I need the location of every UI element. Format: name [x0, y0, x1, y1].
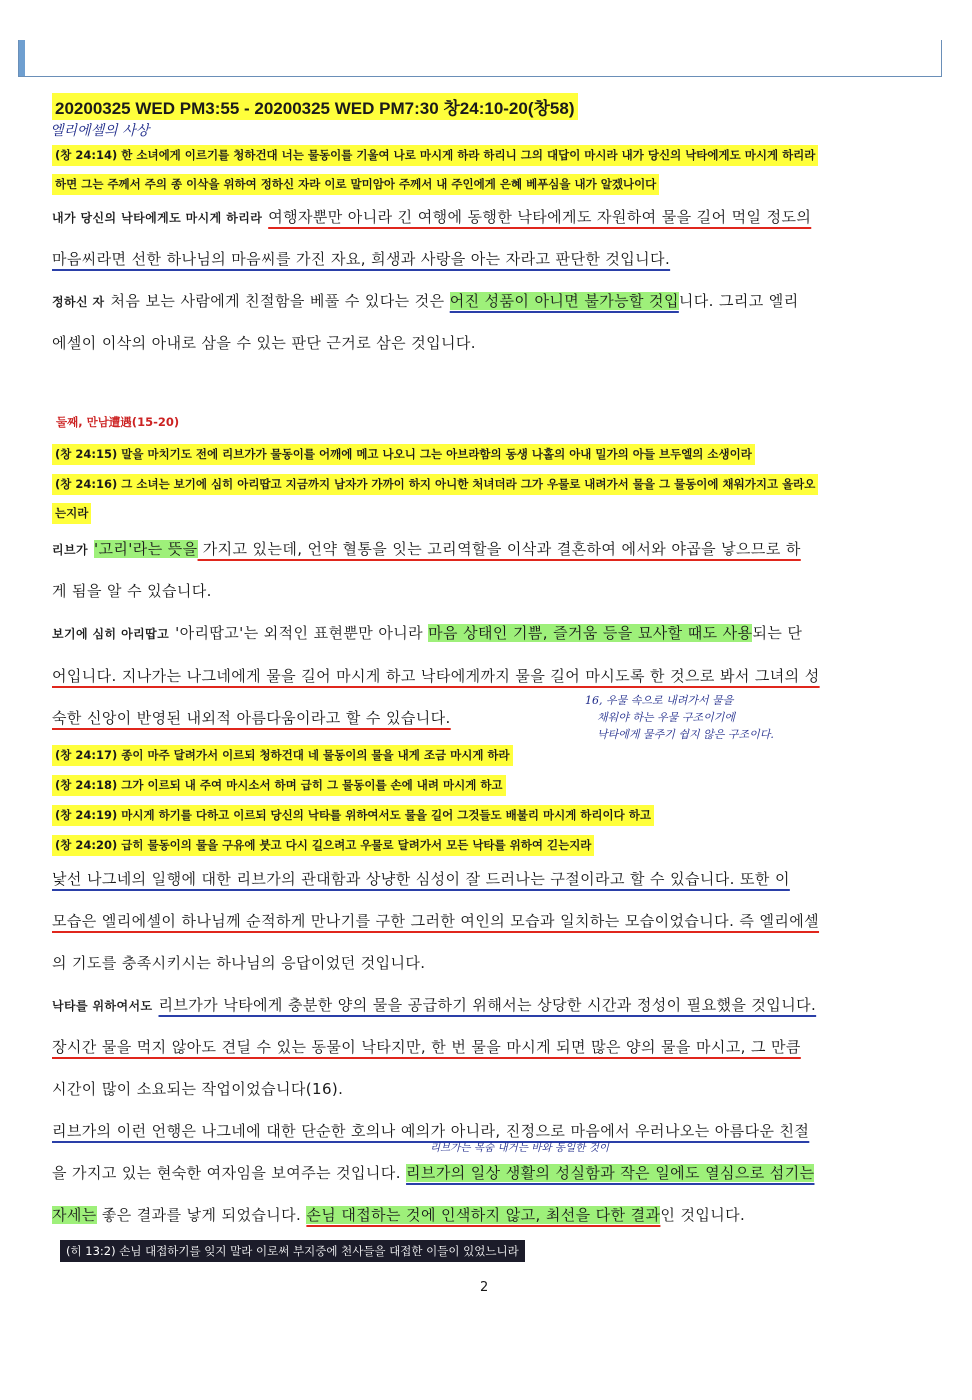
header-accent-bar: [19, 40, 25, 76]
verse-24-18: (창 24:18) 그가 이르되 내 주여 마시소서 하며 급히 그 물동이를 손에 내려 마시게 하고: [52, 775, 506, 796]
verse-24-15: (창 24:15) 말을 마치기도 전에 리브가가 물동이를 어깨에 메고 나오니 그는 아브라함의 동생 나홀의 아내 밀가의 아들 브두엘의 소생이라: [52, 444, 755, 465]
section-heading: 둘째, 만남遭遇(15-20): [56, 415, 180, 429]
verse-24-14-line2: 하면 그는 주께서 주의 종 이삭을 위하여 정하신 자라 이로 말미암아 주께서 내 주인에게 은혜 베푸심을 내가 알겠나이다: [52, 174, 659, 195]
paragraph-6-line3: 시간이 많이 소요되는 작업이었습니다(16).: [52, 1080, 344, 1098]
paragraph-7-line1: 리브가의 이런 언행은 나그네에 대한 단순한 호의나 예의가 아니라, 진정으로 마음에서 우러나오는 아름다운 친절: [52, 1122, 810, 1140]
paragraph-1-line1: 내가 당신의 낙타에게도 마시게 하리라 여행자뿐만 아니라 긴 여행에 동행한 낙타에게도 자원하여 물을 길어 먹일 정도의: [52, 208, 812, 226]
handwritten-note-2: 16, 우물 속으로 내려가서 물을 채워야 하는 우물 구조이기에 낙타에게 물주기 쉽지 않은 구조이다.: [585, 694, 774, 741]
paragraph-3-line2: 게 됨을 알 수 있습니다.: [52, 582, 212, 600]
handwritten-note-3: 리브가는 목숨 내거는 바와 동일한 것이: [430, 1142, 609, 1154]
keyword: 보기에 심히 아리땁고: [52, 627, 170, 641]
paragraph-5-line2: 모습은 엘리에셀이 하나님께 순적하게 만나기를 구한 그러한 여인의 모습과 일치하는 모습이었습니다. 즉 엘리에셀: [52, 912, 820, 930]
page-number: 2: [480, 1280, 489, 1295]
paragraph-3-line1: 리브가 '고리'라는 뜻을 가지고 있는데, 언약 혈통을 잇는 고리역할을 이삭과 결혼하여 에서와 야곱을 낳으므로 하: [52, 540, 801, 558]
paragraph-4-line1: 보기에 심히 아리땁고 '아리땁고'는 외적인 표현뿐만 아니라 마음 상태인 기쁨, 즐거움 등을 묘사할 때도 사용되는 단: [52, 624, 803, 642]
paragraph-4-line2: 어입니다. 지나가는 나그네에게 물을 길어 마시게 하고 낙타에게까지 물을 길어 마시도록 한 것으로 봐서 그녀의 성: [52, 667, 820, 685]
paragraph-7-line2: 을 가지고 있는 현숙한 여자임을 보여주는 것입니다. 리브가의 일상 생활의 성실함과 작은 일에도 열심으로 섬기는: [52, 1164, 815, 1182]
keyword: 낙타를 위하여서도: [52, 999, 153, 1013]
paragraph-5-line3: 의 기도를 충족시키시는 하나님의 응답이었던 것입니다.: [52, 954, 426, 972]
verse-24-14-line1: (창 24:14) 한 소녀에게 이르기를 청하건대 너는 물동이를 기울여 나로 마시게 하라 하리니 그의 대답이 마시라 내가 당신의 낙타에게도 마시게 하리라: [52, 145, 818, 166]
keyword: 리브가: [52, 543, 88, 557]
page-header-box: [18, 40, 942, 77]
verse-24-17: (창 24:17) 종이 마주 달려가서 이르되 청하건대 네 물동이의 물을 내게 조금 마시게 하라: [52, 745, 513, 766]
keyword: 정하신 자: [52, 295, 105, 309]
handwritten-note: 엘리에셀의 사상: [50, 123, 150, 139]
verse-24-19: (창 24:19) 마시게 하기를 다하고 이르되 당신의 낙타를 위하여서도 물을 길어 그것들도 배불리 마시게 하리이다 하고: [52, 805, 654, 826]
paragraph-2-line2: 에셀이 이삭의 아내로 삼을 수 있는 판단 근거로 삼은 것입니다.: [52, 334, 476, 352]
paragraph-2-line1: 정하신 자 처음 보는 사람에게 친절함을 베풀 수 있다는 것은 어진 성품이 아니면 불가능할 것입니다. 그리고 엘리: [52, 292, 799, 310]
verse-24-20: (창 24:20) 급히 물동이의 물을 구유에 붓고 다시 길으려고 우물로 달려가서 모든 낙타를 위하여 긷는지라: [52, 835, 594, 856]
paragraph-4-line3: 숙한 신앙이 반영된 내외적 아름다움이라고 할 수 있습니다.: [52, 709, 451, 727]
paragraph-6-line1: 낙타를 위하여서도 리브가가 낙타에게 충분한 양의 물을 공급하기 위해서는 상당한 시간과 정성이 필요했을 것입니다.: [52, 996, 817, 1014]
paragraph-7-line3: 자세는 좋은 결과를 낳게 되었습니다. 손님 대접하는 것에 인색하지 않고, 최선을 다한 결과인 것입니다.: [52, 1206, 746, 1224]
keyword: 내가 당신의 낙타에게도 마시게 하리라: [52, 211, 263, 225]
verse-24-16-line2: 는지라: [52, 503, 91, 524]
paragraph-1-line2: 마음씨라면 선한 하나님의 마음씨를 가진 자요, 희생과 사랑을 아는 자라고 판단한 것입니다.: [52, 250, 671, 268]
sermon-title: 20200325 WED PM3:55 - 20200325 WED PM7:30 창24:10-20(창58): [52, 93, 578, 120]
paragraph-5-line1: 낯선 나그네의 일행에 대한 리브가의 관대함과 상냥한 심성이 잘 드러나는 구절이라고 할 수 있습니다. 또한 이: [52, 870, 790, 888]
paragraph-6-line2: 장시간 물을 먹지 않아도 견딜 수 있는 동물이 낙타지만, 한 번 물을 마시게 되면 많은 양의 물을 마시고, 그 만큼: [52, 1038, 801, 1056]
verse-24-16-line1: (창 24:16) 그 소녀는 보기에 심히 아리땁고 지금까지 남자가 가까이 하지 아니한 처녀더라 그가 우물로 내려가서 물을 그 물동이에 채워가지고 올라오: [52, 474, 818, 495]
footer-verse: (히 13:2) 손님 대접하기를 잊지 말라 이로써 부지중에 천사들을 대접한 이들이 있었느니라: [60, 1240, 525, 1262]
